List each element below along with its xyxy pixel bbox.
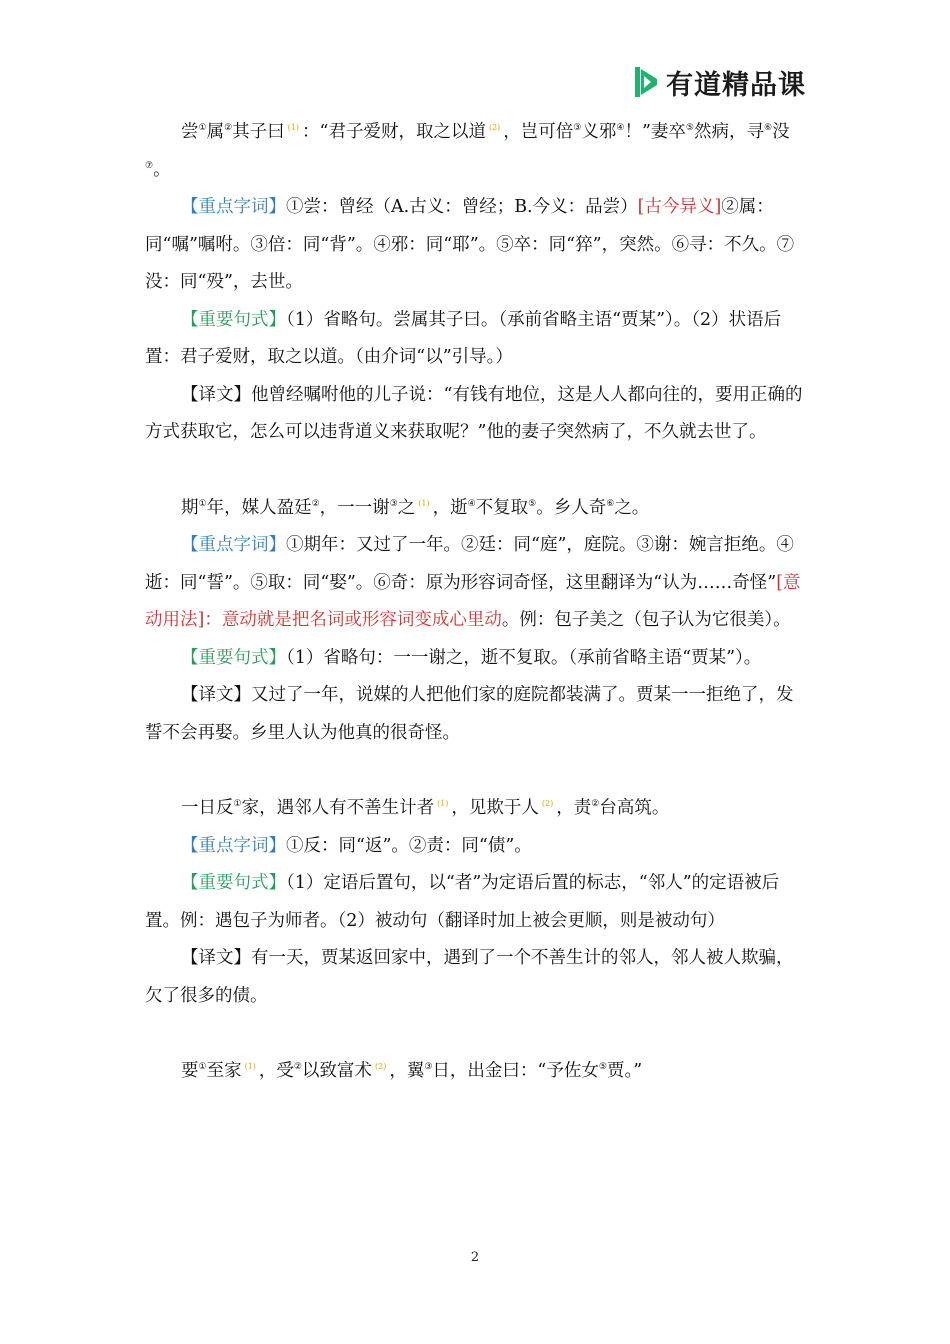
- translation-1: 【译文】他曾经嘱咐他的儿子说：“有钱有地位，这是人人都向往的，要用正确的方式获取它，怎么可以违背道义来获取呢？”他的妻子突然病了，不久就去世了。: [145, 384, 803, 442]
- sentence-pattern-1: 【重要句式】（1）省略句。尝属其子曰。（承前省略主语“贾某”）。（2）状语后置：君子爱财，取之以道。（由介词“以”引导。）: [145, 309, 782, 367]
- classical-text-4: 要①至家 $^{(1)}$ ，受②以致富术 $^{(2)}$ ，翼③日，出金曰：“予佐女⑤贾。”: [181, 1061, 643, 1081]
- translation-tag: 【译文】: [181, 948, 251, 968]
- page-number: 2: [470, 1250, 480, 1265]
- note-tag: [古今异义]: [637, 197, 722, 217]
- translation-tag: 【译文】: [181, 685, 251, 705]
- key-words-3: 【重点字词】①反：同“返”。②责：同“债”。: [181, 835, 532, 856]
- document-body: [145, 114, 807, 1091]
- sentence-pattern-tag: 【重要句式】: [181, 873, 286, 893]
- sentence-pattern-3: 【重要句式】（1）定语后置句，以“者”为定语后置的标志，“邻人”的定语被后置。例：遇包子为师者。（2）被动句（翻译时加上被会更顺，则是被动句）: [145, 873, 780, 931]
- key-words-tag: 【重点字词】: [181, 535, 286, 555]
- footnote-ref: (1): [244, 1062, 256, 1072]
- sentence-pattern-2: 【重要句式】（1）省略句：一一谢之，逝不复取。（承前省略主语“贾某”）。: [181, 647, 762, 668]
- key-words-tag: 【重点字词】: [181, 835, 286, 856]
- footnote-ref: (2): [375, 1062, 387, 1072]
- footnote-ref: (2): [488, 123, 501, 133]
- brand-logo: [634, 64, 806, 100]
- brand-name: 有道精品课: [666, 69, 806, 101]
- key-words-2: 【重点字词】①期年：又过了一年。②廷：同“庭”，庭院。③谢：婉言拒绝。④逝：同“誓”。⑤取：同“娶”。⑥奇：原为形容词奇怪，这里翻译为“认为……奇怪”[意动用法]：意动就是把名词或形容词变成心里动。例：包子美之（包子认为它很美）。: [145, 535, 801, 630]
- footnote-ref: (1): [437, 799, 449, 809]
- note-tag: [意动用法]：意动就是把名词或形容词变成心里动: [145, 572, 801, 630]
- classical-text-1: 尝①属②其子曰 $^{(1)}$ ：“君子爱财，取之以道 $^{(2)}$ ，岂可倍③义邪④！”妻卒⑤然病，寻⑥没⑦。: [145, 122, 790, 180]
- classical-text-3: 一日反①家，遇邻人有不善生计者 $^{(1)}$ ，见欺于人 $^{(2)}$ ，责②台高筑。: [181, 798, 670, 818]
- footnote-ref: (2): [541, 799, 554, 809]
- footnote-ref: (1): [287, 123, 299, 133]
- translation-3: 【译文】有一天，贾某返回家中，遇到了一个不善生计的邻人，邻人被人欺骗，欠了很多的债。: [145, 948, 794, 1006]
- sentence-pattern-tag: 【重要句式】: [181, 647, 286, 668]
- key-words-1: 【重点字词】①尝：曾经（A.古义：曾经；B.今义：品尝）[古今异义]②属：同“嘱”嘱咐。③倍：同“背”。④邪：同“耶”。⑤卒：同“猝”，突然。⑥寻：不久。⑦没：同“殁”，去世。: [145, 197, 795, 292]
- translation-tag: 【译文】: [181, 384, 251, 405]
- key-words-tag: 【重点字词】: [181, 197, 286, 217]
- play-logo-icon: [634, 66, 658, 98]
- translation-2: 【译文】又过了一年，说媒的人把他们家的庭院都装满了。贾某一一拒绝了，发誓不会再娶。乡里人认为他真的很奇怪。: [145, 685, 794, 743]
- sentence-pattern-tag: 【重要句式】: [181, 309, 286, 330]
- footnote-ref: (1): [418, 498, 430, 508]
- classical-text-2: 期①年，媒人盈廷②，一一谢③之 $^{(1)}$ ，逝④不复取⑤。乡人奇⑥之。: [181, 497, 650, 518]
